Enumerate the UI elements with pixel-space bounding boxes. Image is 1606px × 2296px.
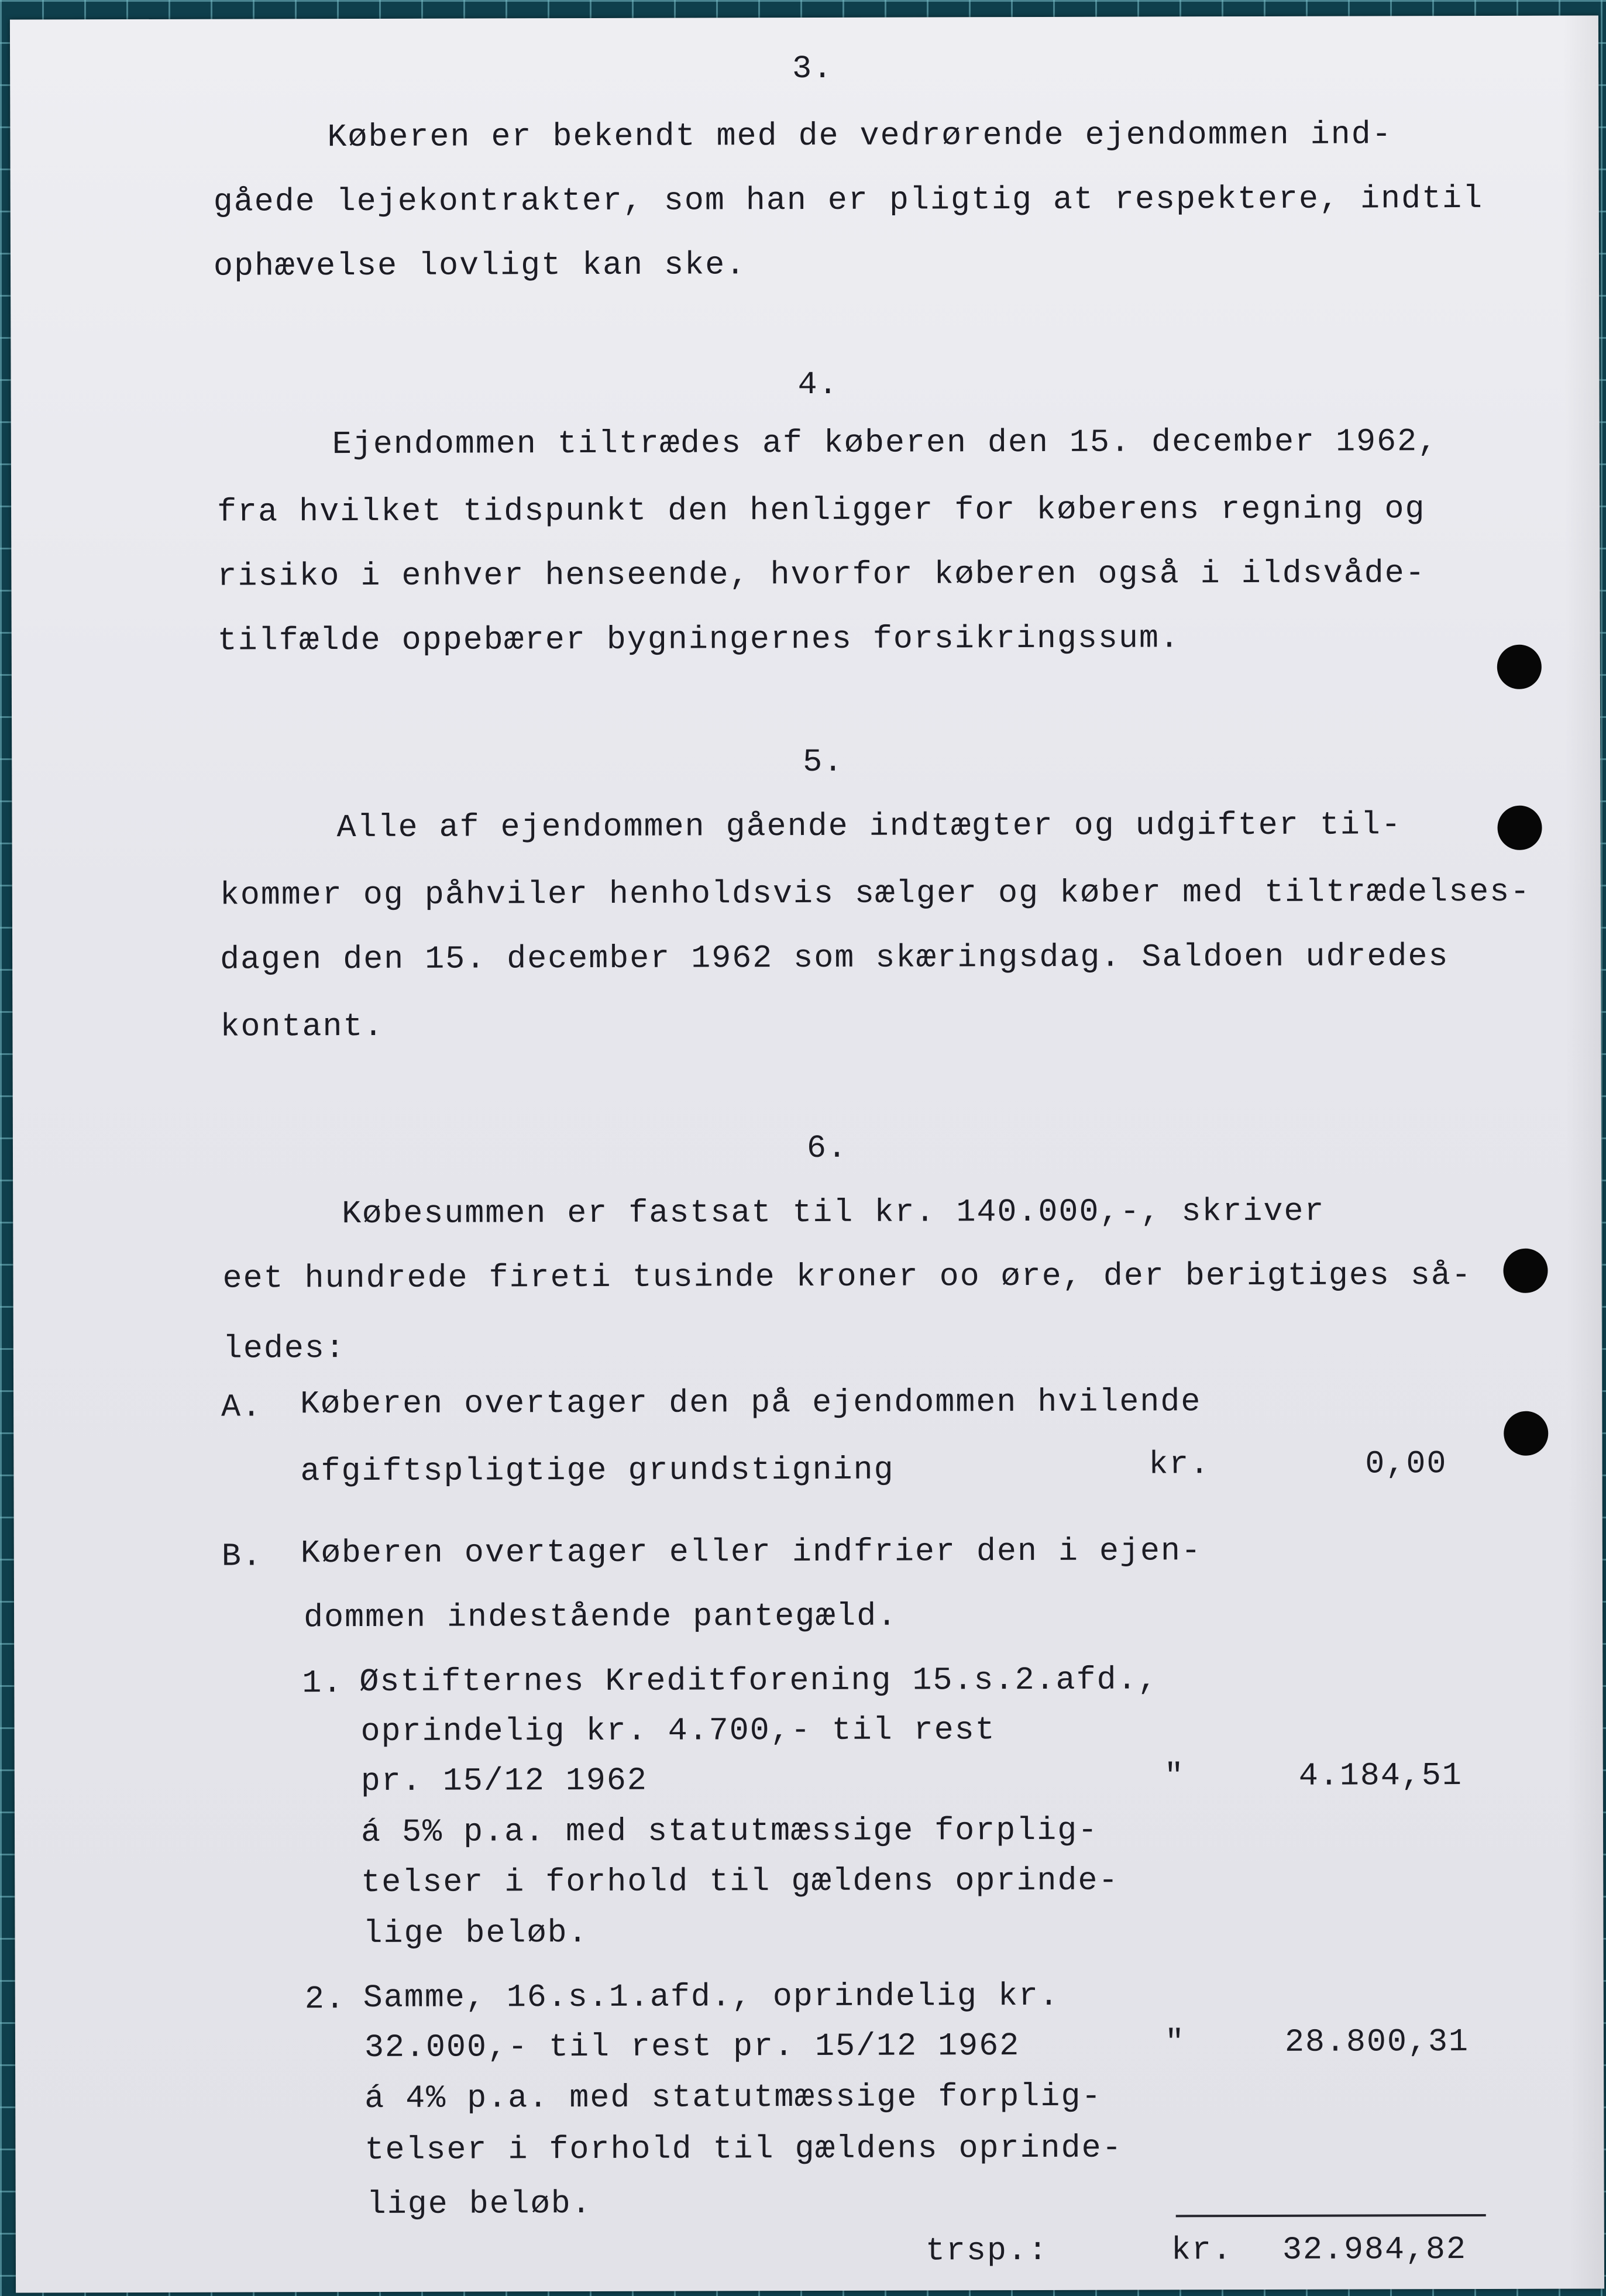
section-number: 5.: [803, 743, 844, 781]
currency-label: kr.: [1148, 1446, 1210, 1483]
paragraph-line: risiko i enhver henseende, hvorfor køberen også i ildsvåde-: [217, 555, 1426, 595]
section-number: 4.: [797, 366, 839, 404]
paragraph-line: eet hundrede fireti tusinde kroner oo øre, der berigtiges så-: [222, 1257, 1472, 1297]
sum-rule: [1176, 2214, 1486, 2217]
loan-label: 2.: [304, 1981, 346, 2018]
document-page: [10, 15, 1604, 2292]
loan-line: telser i forhold til gældens oprinde-: [361, 1862, 1119, 1901]
loan-line: Samme, 16.s.1.afd., oprindelig kr.: [363, 1977, 1060, 2016]
ditto-mark: ": [1164, 1758, 1185, 1795]
loan-line: lige beløb.: [363, 1914, 589, 1952]
item-line: Køberen overtager eller indfrier den i ejen-: [300, 1532, 1202, 1572]
punch-hole: [1497, 806, 1542, 850]
paragraph-line: Køberen er bekendt med de vedrørende ejendommen ind-: [327, 116, 1392, 156]
paragraph-line: tilfælde oppebærer bygningernes forsikringssum.: [217, 620, 1181, 659]
paragraph-line: kontant.: [220, 1008, 384, 1046]
paragraph-line: fra hvilket tidspunkt den henligger for køberens regning og: [217, 490, 1426, 531]
amount-value: 0,00: [1365, 1445, 1447, 1483]
paragraph-line: gåede lejekontrakter, som han er pligtig at respektere, indtil: [213, 180, 1484, 221]
transport-label: trsp.:: [925, 2232, 1049, 2270]
loan-line: oprindelig kr. 4.700,- til rest: [360, 1711, 996, 1751]
paragraph-line: ledes:: [222, 1330, 346, 1367]
ditto-mark: ": [1164, 2024, 1186, 2061]
loan-line: á 4% p.a. med statutmæssige forplig-: [364, 2078, 1102, 2117]
loan-line: pr. 15/12 1962: [360, 1762, 648, 1800]
loan-line: á 5% p.a. med statutmæssige forplig-: [360, 1812, 1099, 1851]
loan-line: Østifternes Kreditforening 15.s.2.afd.,: [359, 1661, 1158, 1701]
punch-hole: [1497, 645, 1542, 689]
item-line: Køberen overtager den på ejendommen hvilende: [300, 1383, 1202, 1423]
paragraph-line: ophævelse lovligt kan ske.: [213, 246, 747, 285]
paragraph-line: dagen den 15. december 1962 som skæringsdag. Saldoen udredes: [220, 938, 1449, 978]
loan-line: lige beløb.: [366, 2185, 592, 2223]
amount-value: 28.800,31: [1284, 2023, 1470, 2061]
punch-hole: [1503, 1249, 1547, 1293]
paragraph-line: Ejendommen tiltrædes af køberen den 15. december 1962,: [332, 423, 1439, 463]
punch-hole: [1504, 1411, 1548, 1456]
paragraph-line: Alle af ejendommen gående indtægter og udgifter til-: [336, 806, 1402, 847]
item-line: dommen indestående pantegæld.: [303, 1597, 898, 1637]
section-number: 6.: [806, 1129, 848, 1167]
section-number: 3.: [792, 50, 834, 88]
transport-amount: 32.984,82: [1282, 2231, 1467, 2268]
item-line: afgiftspligtige grundstigning: [300, 1451, 895, 1490]
paragraph-line: Købesummen er fastsat til kr. 140.000,-, skriver: [342, 1192, 1325, 1233]
loan-label: 1.: [302, 1665, 343, 1702]
paragraph-line: kommer og påhviler henholdsvis sælger og køber med tiltrædelses-: [219, 873, 1531, 914]
loan-line: 32.000,- til rest pr. 15/12 1962: [364, 2027, 1020, 2066]
item-label: A.: [221, 1388, 263, 1426]
currency-label: kr.: [1171, 2232, 1233, 2269]
amount-value: 4.184,51: [1298, 1757, 1463, 1795]
item-label: B.: [221, 1538, 263, 1575]
loan-line: telser i forhold til gældens oprinde-: [364, 2129, 1123, 2168]
page-edge-shadow: [1563, 15, 1604, 2288]
